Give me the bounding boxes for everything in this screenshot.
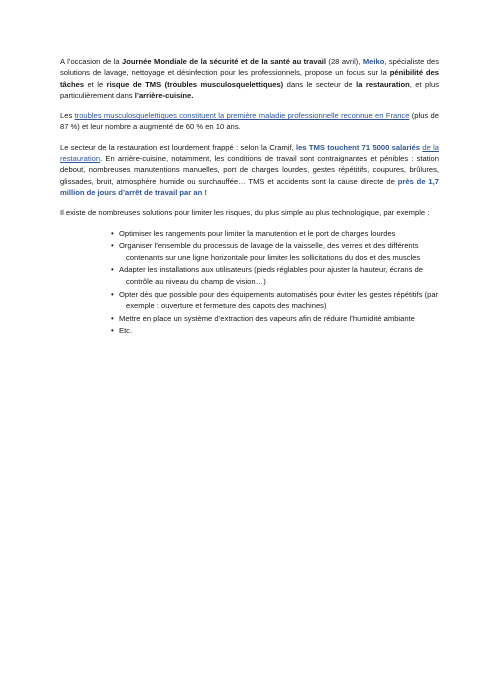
list-item: [112, 289, 439, 312]
list-item-text: Opter dès que possible pour des équipements automatisés pour éviter les gestes répétitifs (par: [119, 289, 439, 299]
text: et le: [84, 79, 107, 89]
list-item-text: Etc.: [119, 326, 133, 336]
emphasis: risque de TMS (troubles musculosquelettiques): [106, 79, 284, 89]
list-item: [112, 228, 439, 239]
list-item-text: Organiser l’ensemble du processus de lavage de la vaisselle, des verres et des différents: [119, 241, 419, 251]
sector-paragraph: [60, 142, 439, 198]
list-item: [112, 240, 439, 263]
list-item-text: Adapter les installations aux utilisateurs (pieds réglables pour ajuster la hauteur, écrans de: [119, 265, 423, 275]
cramif-source-link[interactable]: de la restauration: [60, 142, 439, 164]
list-item: [112, 264, 439, 287]
text: dans le secteur de: [283, 79, 357, 89]
text: A l’occasion de la: [60, 57, 123, 66]
tms-paragraph: [60, 110, 439, 133]
list-item-continuation: contenants sur une ligne horizontale pour limiter les sollicitations du dos et des muscles: [126, 252, 421, 262]
days-stat: près de 1,7 million de jours d’arrêt de travail par an !: [60, 176, 439, 197]
text: . En arrière-cuisine, notamment, les conditions de travail sont contraignantes et pénibles : station debout, nombreuses manutentions manuelles, port de charges lourdes, gestes répétitifs, coupures, brûlures, glissades, bruit, atmosphère humide ou surchauffée… TMS et accidents sont la cause directe de: [60, 154, 439, 186]
tms-source-link[interactable]: troubles musculosquelettiques constituent la première maladie professionnelle reconnue en France: [74, 111, 410, 121]
emphasis: la restauration: [356, 79, 410, 89]
list-item-text: Mettre en place un système d’extraction des vapeurs afin de réduire l’humidité ambiante: [119, 313, 415, 323]
emphasis: pénibilité des tâches: [60, 68, 439, 89]
text: , spécialiste des solutions de lavage, nettoyage et désinfection pour les professionnels, propose un focus sur la: [60, 57, 439, 78]
list-item-continuation: exemple : ouverture et fermeture des capots des machines): [126, 300, 327, 310]
solutions-intro: Il existe de nombreuses solutions pour limiter les risques, du plus simple au plus technologique, par exemple :: [60, 208, 430, 218]
text: Le secteur de la restauration est lourdement frappé : selon la Cramif,: [60, 142, 297, 152]
text: Les: [60, 111, 75, 121]
tms-stat: les TMS touchent 71 5000 salariés: [296, 142, 420, 152]
list-item-text: Optimiser les rangements pour limiter la manutention et le port de charges lourdes: [119, 228, 396, 238]
list-item: [112, 313, 439, 324]
event-name: Journée Mondiale de la sécurité et de la santé au travail: [122, 57, 327, 66]
brand-name: Meiko: [362, 57, 385, 66]
text: (28 avril),: [326, 57, 363, 66]
solutions-list: [60, 228, 439, 337]
text: (plus de 87 %) et leur nombre a augmenté de 60 % en 10 ans.: [60, 111, 439, 132]
list-item: [112, 325, 439, 336]
text: , et plus particulièrement dans: [60, 79, 439, 100]
emphasis: l’arrière-cuisine.: [134, 90, 194, 100]
intro-paragraph: [60, 56, 439, 101]
list-item-continuation: contrôle au niveau du champ de vision…): [126, 276, 266, 286]
